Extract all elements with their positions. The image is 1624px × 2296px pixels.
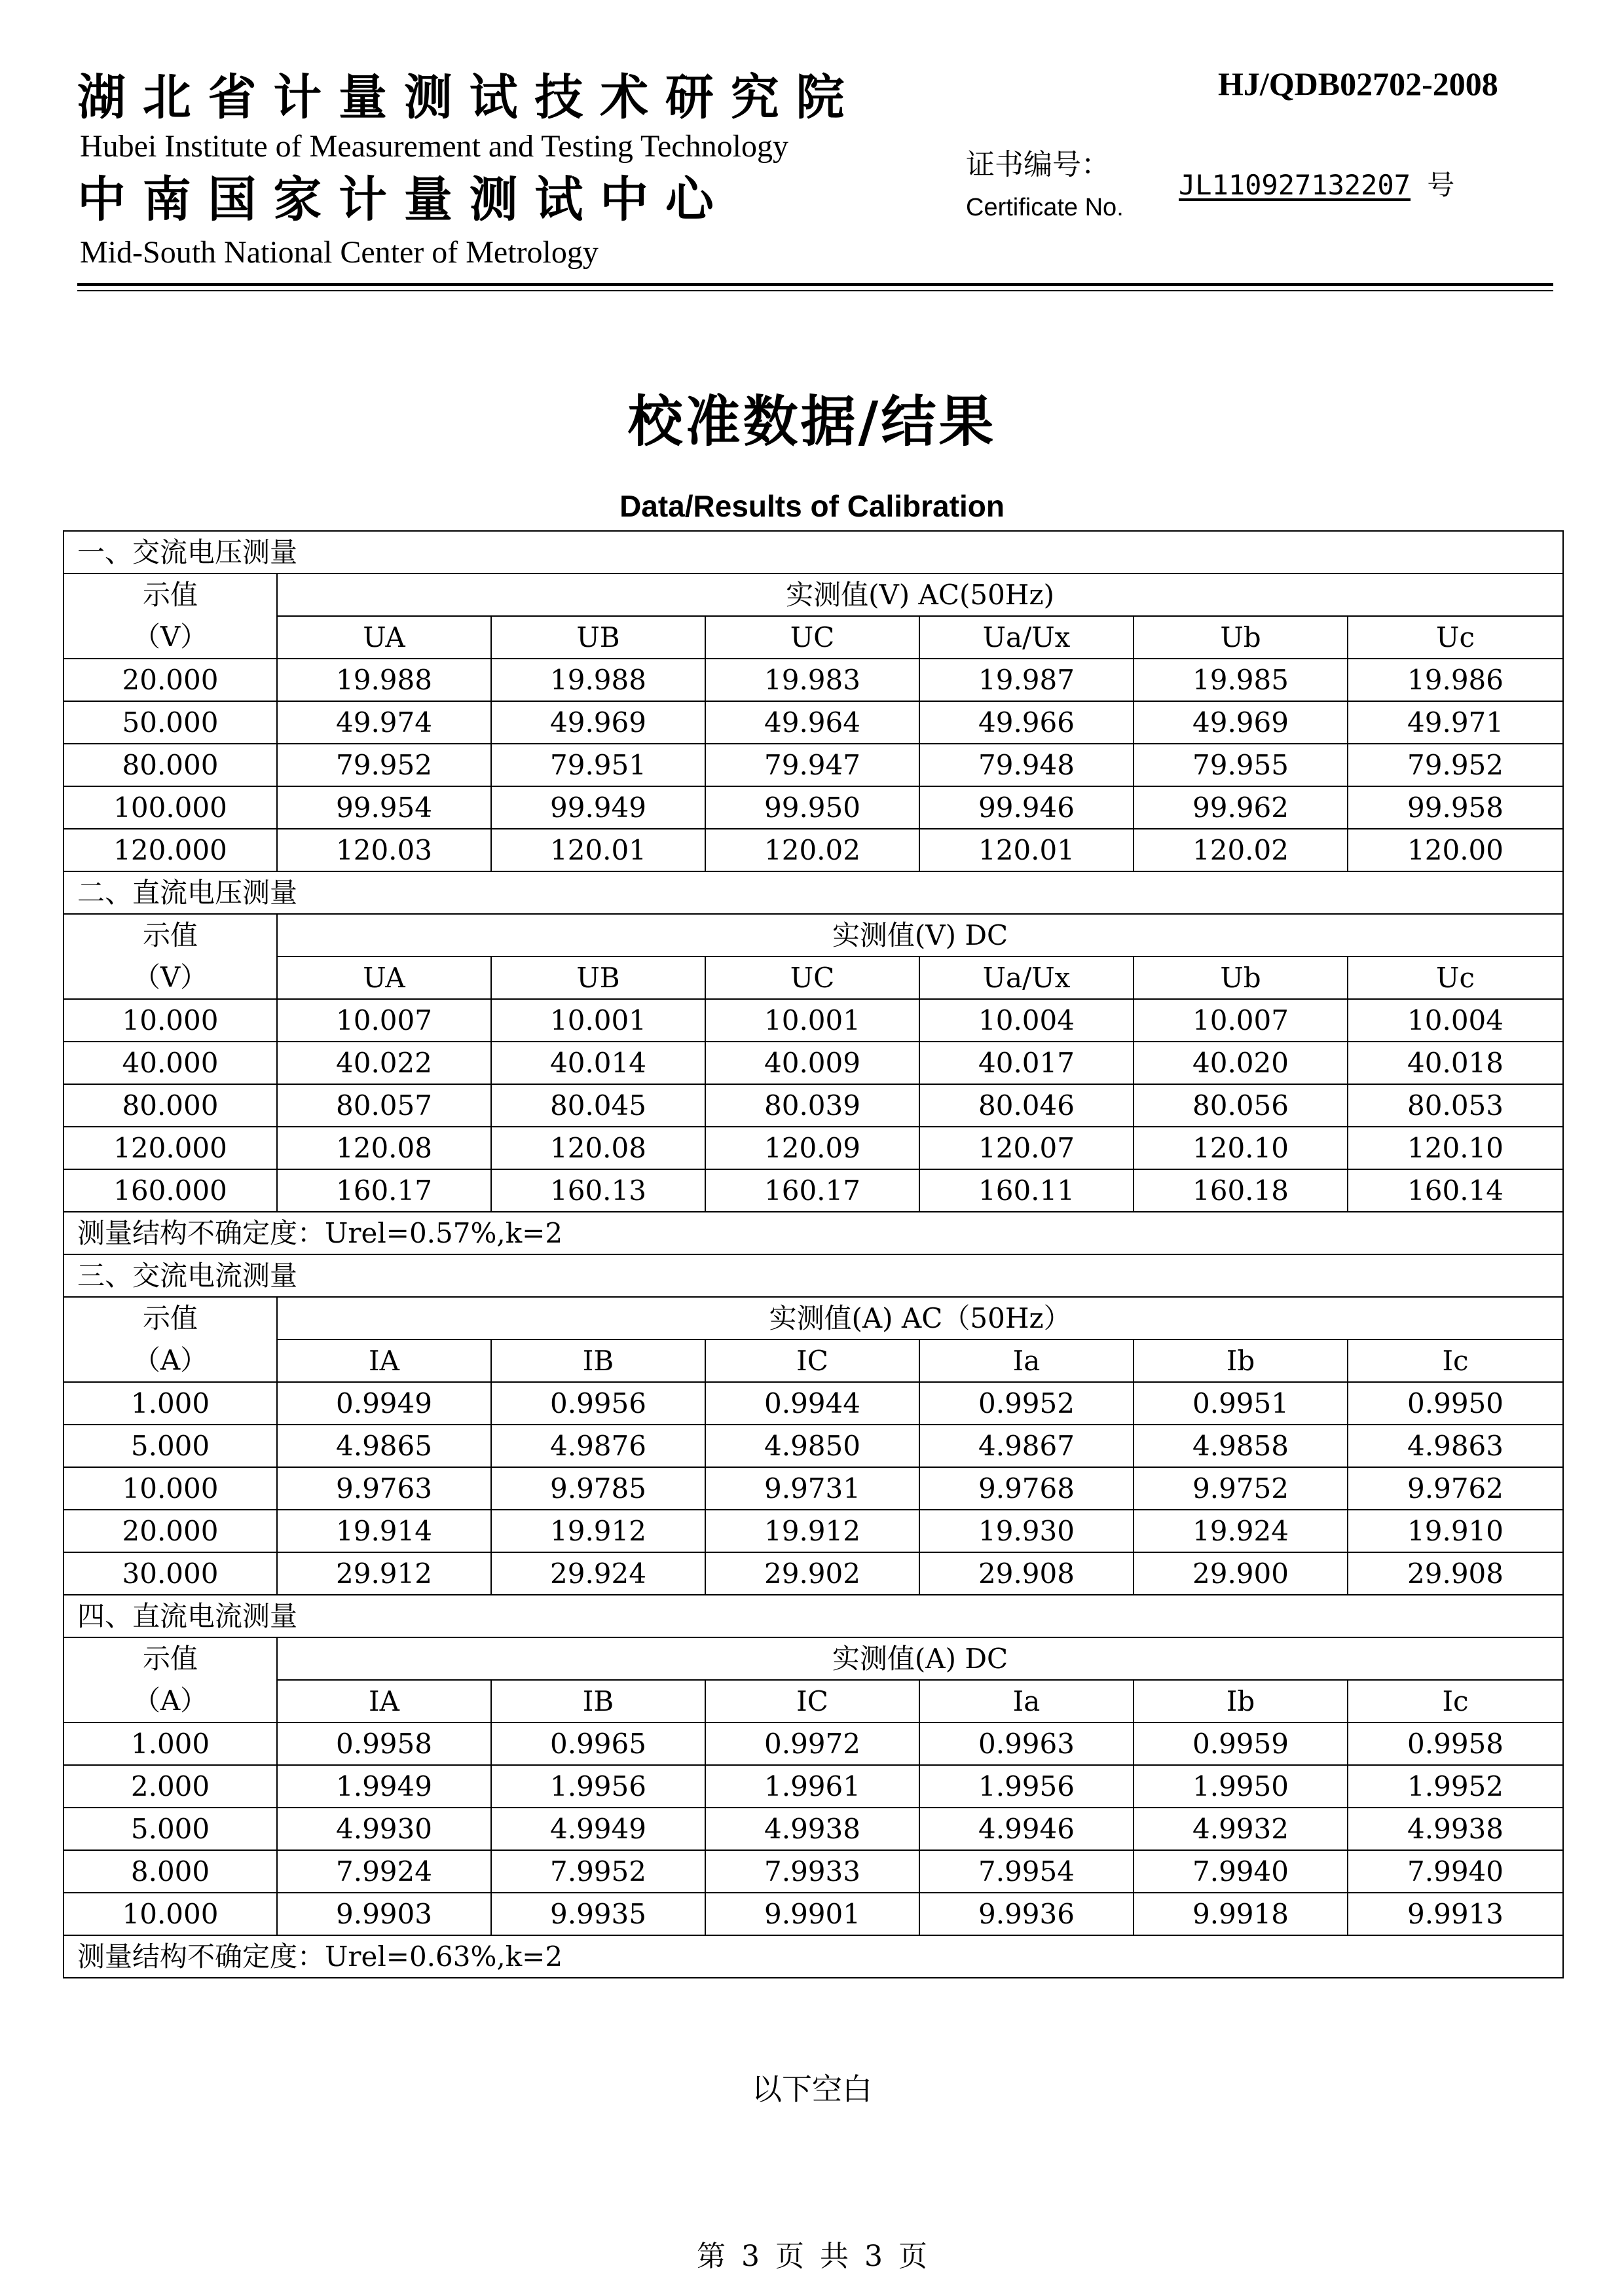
measured-value-cell: 80.056 [1134,1084,1348,1127]
measured-value-cell: 19.988 [491,659,705,701]
measured-value-cell: 120.02 [705,829,919,871]
table-row [64,1552,1563,1595]
measured-value-cell: 19.930 [919,1510,1134,1552]
indicated-value-cell: 80.000 [64,744,277,786]
measured-value-cell: 10.004 [1348,999,1563,1042]
indicated-value-unit: （V） [64,616,277,659]
measured-value-cell: 99.954 [277,786,491,829]
org-name-cn: 湖 北 省 计 量 测 试 技 术 研 究 院 [77,69,845,126]
measured-value-cell: 1.9952 [1348,1765,1563,1808]
measured-value-cell: 0.9965 [491,1722,705,1765]
column-header-row [64,1680,1563,1722]
table-row [64,701,1563,744]
page-title-cn: 校准数据/结果 [627,389,997,454]
indicated-value-cell: 160.000 [64,1169,277,1212]
measured-value-cell: 80.039 [705,1084,919,1127]
measured-value-cell: 19.988 [277,659,491,701]
indicated-value-label: 示值 [64,914,277,957]
end-of-data-marker: 以下空白 [752,2071,872,2107]
column-header: IC [705,1339,919,1382]
indicated-value-unit: （A） [64,1680,277,1722]
section-header-row [64,1637,1563,1680]
column-header: Ua/Ux [919,957,1134,999]
measured-value-cell: 49.969 [1134,701,1348,744]
measured-value-cell: 120.00 [1348,829,1563,871]
uncertainty-note: 测量结构不确定度：Urel=0.63%,k=2 [64,1935,1563,1978]
measured-value-cell: 29.900 [1134,1552,1348,1595]
column-header: IA [277,1680,491,1722]
measured-value-cell: 4.9863 [1348,1425,1563,1467]
measured-value-cell: 7.9954 [919,1850,1134,1893]
measured-value-cell: 79.955 [1134,744,1348,786]
header-rule-thick [77,283,1553,286]
measured-value-cell: 0.9944 [705,1382,919,1425]
indicated-value-cell: 1.000 [64,1722,277,1765]
page-number: 第 3 页 共 3 页 [697,2240,927,2273]
table-row [64,1510,1563,1552]
measured-value-cell: 19.985 [1134,659,1348,701]
table-row [64,744,1563,786]
certificate-number-suffix: 号 [1411,169,1455,201]
section-heading-row [64,531,1563,574]
column-header: Uc [1348,616,1563,659]
section-heading: 二、直流电压测量 [64,871,1563,914]
indicated-value-cell: 120.000 [64,1127,277,1169]
column-header: UC [705,616,919,659]
measured-value-cell: 99.962 [1134,786,1348,829]
center-name-cn: 中 南 国 家 计 量 测 试 中 心 [77,172,714,228]
measured-value-cell: 120.09 [705,1127,919,1169]
measured-value-cell: 49.971 [1348,701,1563,744]
table-row [64,659,1563,701]
table-row [64,1850,1563,1893]
measured-value-cell: 9.9752 [1134,1467,1348,1510]
measured-value-cell: 9.9731 [705,1467,919,1510]
measured-value-cell: 7.9940 [1134,1850,1348,1893]
measured-value-cell: 79.952 [1348,744,1563,786]
measured-value-cell: 0.9952 [919,1382,1134,1425]
section-heading-row [64,1254,1563,1297]
measured-value-cell: 80.046 [919,1084,1134,1127]
column-header: IB [491,1339,705,1382]
measured-value-header: 实测值(V) AC(50Hz) [277,574,1563,616]
table-row [64,1042,1563,1084]
measured-value-cell: 79.947 [705,744,919,786]
indicated-value-label: 示值 [64,1297,277,1339]
measured-value-cell: 19.924 [1134,1510,1348,1552]
measured-value-cell: 0.9950 [1348,1382,1563,1425]
table-row [64,1893,1563,1935]
measured-value-cell: 80.053 [1348,1084,1563,1127]
measured-value-cell: 7.9952 [491,1850,705,1893]
section-heading-row [64,871,1563,914]
measured-value-cell: 4.9932 [1134,1808,1348,1850]
measured-value-cell: 29.902 [705,1552,919,1595]
measured-value-cell: 80.057 [277,1084,491,1127]
measured-value-cell: 120.10 [1134,1127,1348,1169]
column-header: Uc [1348,957,1563,999]
measured-value-cell: 79.952 [277,744,491,786]
certificate-label-en: Certificate No. [966,194,1124,221]
measured-value-cell: 9.9785 [491,1467,705,1510]
indicated-value-cell: 8.000 [64,1850,277,1893]
measured-value-cell: 10.007 [1134,999,1348,1042]
measured-value-cell: 79.948 [919,744,1134,786]
measured-value-cell: 160.13 [491,1169,705,1212]
measured-value-cell: 120.08 [491,1127,705,1169]
measured-value-cell: 9.9913 [1348,1893,1563,1935]
indicated-value-label: 示值 [64,1637,277,1680]
measured-value-cell: 49.966 [919,701,1134,744]
measured-value-cell: 120.03 [277,829,491,871]
measured-value-cell: 9.9918 [1134,1893,1348,1935]
org-name-en: Hubei Institute of Measurement and Testing Technology [80,129,788,164]
measured-value-cell: 0.9951 [1134,1382,1348,1425]
measured-value-cell: 29.912 [277,1552,491,1595]
measured-value-cell: 120.01 [919,829,1134,871]
measured-value-cell: 1.9956 [491,1765,705,1808]
table-row [64,1425,1563,1467]
indicated-value-cell: 5.000 [64,1425,277,1467]
measured-value-cell: 4.9930 [277,1808,491,1850]
column-header-row [64,957,1563,999]
measured-value-cell: 19.986 [1348,659,1563,701]
measured-value-cell: 9.9763 [277,1467,491,1510]
measured-value-cell: 19.914 [277,1510,491,1552]
measured-value-cell: 80.045 [491,1084,705,1127]
table-row [64,1084,1563,1127]
measured-value-cell: 10.004 [919,999,1134,1042]
measured-value-cell: 7.9940 [1348,1850,1563,1893]
calibration-table [63,530,1564,1978]
section-header-row [64,914,1563,957]
measured-value-cell: 99.949 [491,786,705,829]
uncertainty-row [64,1212,1563,1254]
measured-value-cell: 120.02 [1134,829,1348,871]
column-header: Ua/Ux [919,616,1134,659]
measured-value-cell: 9.9768 [919,1467,1134,1510]
measured-value-cell: 10.007 [277,999,491,1042]
indicated-value-unit: （V） [64,957,277,999]
measured-value-header: 实测值(A) AC（50Hz） [277,1297,1563,1339]
column-header: UC [705,957,919,999]
measured-value-cell: 19.912 [491,1510,705,1552]
indicated-value-cell: 30.000 [64,1552,277,1595]
measured-value-cell: 49.969 [491,701,705,744]
column-header: Ia [919,1680,1134,1722]
table-row [64,1808,1563,1850]
measured-value-cell: 4.9867 [919,1425,1134,1467]
measured-value-cell: 49.964 [705,701,919,744]
column-header: Ia [919,1339,1134,1382]
measured-value-cell: 120.08 [277,1127,491,1169]
measured-value-cell: 4.9938 [1348,1808,1563,1850]
measured-value-cell: 40.022 [277,1042,491,1084]
indicated-value-cell: 100.000 [64,786,277,829]
measured-value-cell: 1.9949 [277,1765,491,1808]
measured-value-cell: 10.001 [491,999,705,1042]
measured-value-cell: 10.001 [705,999,919,1042]
column-header: IA [277,1339,491,1382]
measured-value-cell: 19.983 [705,659,919,701]
table-row [64,1127,1563,1169]
measured-value-cell: 7.9924 [277,1850,491,1893]
indicated-value-cell: 120.000 [64,829,277,871]
measured-value-cell: 0.9956 [491,1382,705,1425]
measured-value-cell: 4.9858 [1134,1425,1348,1467]
table-row [64,1382,1563,1425]
measured-value-cell: 29.908 [919,1552,1134,1595]
certificate-number-line [1179,169,1455,201]
section-header-row [64,1297,1563,1339]
measured-value-cell: 99.950 [705,786,919,829]
indicated-value-cell: 80.000 [64,1084,277,1127]
measured-value-cell: 0.9963 [919,1722,1134,1765]
measured-value-cell: 0.9958 [277,1722,491,1765]
measured-value-cell: 160.11 [919,1169,1134,1212]
section-heading: 三、交流电流测量 [64,1254,1563,1297]
measured-value-cell: 4.9938 [705,1808,919,1850]
column-header: Ic [1348,1339,1563,1382]
section-heading: 一、交流电压测量 [64,531,1563,574]
section-header-row [64,574,1563,616]
measured-value-cell: 40.018 [1348,1042,1563,1084]
measured-value-cell: 160.14 [1348,1169,1563,1212]
table-row [64,1722,1563,1765]
measured-value-cell: 160.18 [1134,1169,1348,1212]
table-row [64,1169,1563,1212]
center-name-en: Mid-South National Center of Metrology [80,235,599,270]
indicated-value-cell: 10.000 [64,1893,277,1935]
measured-value-cell: 9.9935 [491,1893,705,1935]
calibration-table-body [64,531,1563,1978]
measured-value-cell: 49.974 [277,701,491,744]
measured-value-cell: 19.987 [919,659,1134,701]
measured-value-cell: 160.17 [705,1169,919,1212]
table-row [64,786,1563,829]
document-code: HJ/QDB02702-2008 [1218,65,1498,102]
certificate-number: JL110927132207 [1179,169,1411,201]
indicated-value-cell: 10.000 [64,1467,277,1510]
measured-value-cell: 1.9956 [919,1765,1134,1808]
indicated-value-cell: 50.000 [64,701,277,744]
indicated-value-label: 示值 [64,574,277,616]
measured-value-cell: 99.958 [1348,786,1563,829]
measured-value-header: 实测值(A) DC [277,1637,1563,1680]
measured-value-cell: 40.009 [705,1042,919,1084]
indicated-value-unit: （A） [64,1339,277,1382]
uncertainty-row [64,1935,1563,1978]
indicated-value-cell: 10.000 [64,999,277,1042]
measured-value-cell: 7.9933 [705,1850,919,1893]
measured-value-cell: 120.01 [491,829,705,871]
measured-value-cell: 160.17 [277,1169,491,1212]
measured-value-cell: 9.9936 [919,1893,1134,1935]
column-header: Ub [1134,957,1348,999]
measured-value-cell: 40.014 [491,1042,705,1084]
column-header: Ib [1134,1680,1348,1722]
measured-value-cell: 4.9865 [277,1425,491,1467]
measured-value-cell: 9.9901 [705,1893,919,1935]
indicated-value-cell: 20.000 [64,1510,277,1552]
measured-value-cell: 1.9961 [705,1765,919,1808]
indicated-value-cell: 5.000 [64,1808,277,1850]
section-heading-row [64,1595,1563,1637]
indicated-value-cell: 2.000 [64,1765,277,1808]
uncertainty-note: 测量结构不确定度：Urel=0.57%,k=2 [64,1212,1563,1254]
measured-value-cell: 99.946 [919,786,1134,829]
measured-value-cell: 0.9959 [1134,1722,1348,1765]
column-header: IB [491,1680,705,1722]
measured-value-cell: 29.924 [491,1552,705,1595]
table-row [64,829,1563,871]
column-header: UA [277,957,491,999]
measured-value-cell: 9.9762 [1348,1467,1563,1510]
table-row [64,1765,1563,1808]
header-rule-thin [77,290,1553,291]
measured-value-cell: 120.10 [1348,1127,1563,1169]
column-header: UA [277,616,491,659]
column-header: IC [705,1680,919,1722]
measured-value-cell: 0.9958 [1348,1722,1563,1765]
table-row [64,999,1563,1042]
indicated-value-cell: 40.000 [64,1042,277,1084]
measured-value-cell: 40.020 [1134,1042,1348,1084]
measured-value-cell: 4.9850 [705,1425,919,1467]
measured-value-cell: 19.910 [1348,1510,1563,1552]
measured-value-cell: 40.017 [919,1042,1134,1084]
measured-value-cell: 0.9949 [277,1382,491,1425]
indicated-value-cell: 1.000 [64,1382,277,1425]
measured-value-cell: 1.9950 [1134,1765,1348,1808]
column-header-row [64,1339,1563,1382]
column-header: Ic [1348,1680,1563,1722]
measured-value-cell: 120.07 [919,1127,1134,1169]
measured-value-header: 实测值(V) DC [277,914,1563,957]
table-row [64,1467,1563,1510]
column-header: Ib [1134,1339,1348,1382]
column-header: UB [491,616,705,659]
measured-value-cell: 4.9949 [491,1808,705,1850]
page-title-en: Data/Results of Calibration [619,489,1005,523]
certificate-label-cn: 证书编号： [966,148,1110,181]
indicated-value-cell: 20.000 [64,659,277,701]
measured-value-cell: 0.9972 [705,1722,919,1765]
measured-value-cell: 79.951 [491,744,705,786]
measured-value-cell: 9.9903 [277,1893,491,1935]
column-header: UB [491,957,705,999]
measured-value-cell: 19.912 [705,1510,919,1552]
column-header-row [64,616,1563,659]
section-heading: 四、直流电流测量 [64,1595,1563,1637]
measured-value-cell: 4.9946 [919,1808,1134,1850]
column-header: Ub [1134,616,1348,659]
measured-value-cell: 4.9876 [491,1425,705,1467]
measured-value-cell: 29.908 [1348,1552,1563,1595]
